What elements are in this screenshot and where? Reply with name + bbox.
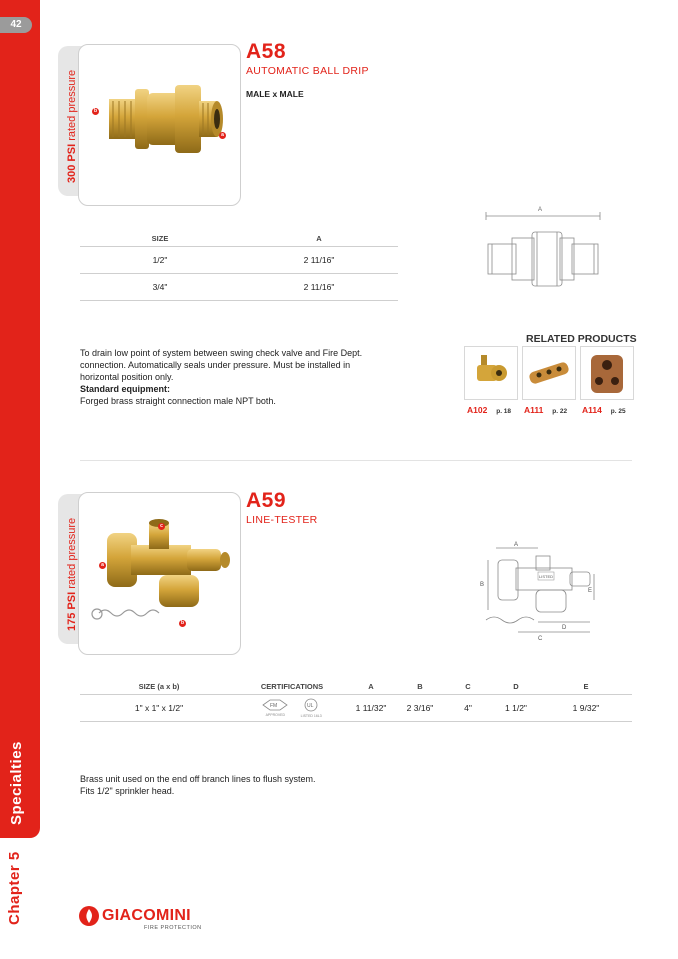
table-row: 1" x 1" x 1/2" FM APPROVED UL LISTED 16L3 1 11/32" 2 3/16" 4" 1 1/2" 1 9/32"	[80, 694, 632, 721]
col-size: SIZE (a x b)	[80, 682, 238, 694]
technical-drawing-a59	[478, 540, 608, 640]
col-e: E	[540, 682, 632, 694]
col-a: A	[240, 234, 398, 246]
ul-listed-logo: UL LISTED 16L3	[301, 698, 322, 718]
drawing-label-e: E	[588, 588, 593, 594]
related-products-title: RELATED PRODUCTS	[526, 333, 637, 345]
marker-b-a58: b	[93, 108, 98, 114]
flame-icon	[78, 905, 100, 927]
product-name-a58: AUTOMATIC BALL DRIP	[246, 65, 369, 77]
related-item-a111-image[interactable]	[522, 346, 576, 400]
drawing-listed-text: LISTED	[539, 574, 554, 579]
description-a58: To drain low point of system between swing check valve and Fire Dept. connection. Automatically seals under pressure. Must be installed in horizontal position only. Standard equipment: Forged brass straight connection male NPT both.	[80, 347, 390, 407]
related-item-a102-label[interactable]: A102 p. 18	[467, 405, 512, 415]
connection-type-a58: MALE x MALE	[246, 89, 304, 99]
col-a: A	[346, 682, 396, 694]
size-table-a58	[80, 234, 398, 301]
related-item-a114-label[interactable]: A114 p. 25	[582, 405, 626, 415]
drawing-label-c: C	[538, 636, 543, 640]
related-item-a111-label[interactable]: A111 p. 22	[524, 405, 568, 415]
product-photo-a59	[79, 493, 240, 654]
description-a59: Brass unit used on the end off branch lines to flush system. Fits 1/2" sprinkler head.	[80, 774, 316, 796]
product-image-frame-a59	[78, 492, 241, 655]
col-size: SIZE	[80, 234, 240, 246]
brand-tagline: FIRE PROTECTION	[144, 925, 202, 931]
product-code-a59: A59	[246, 489, 287, 512]
col-c: C	[444, 682, 492, 694]
marker-b-a59: b	[180, 620, 185, 626]
col-b: B	[396, 682, 444, 694]
product-image-frame-a58	[78, 44, 241, 206]
svg-text:FM: FM	[270, 702, 278, 709]
certification-logos	[238, 694, 346, 721]
svg-text:UL: UL	[307, 702, 314, 709]
related-item-a102-image[interactable]	[464, 346, 518, 400]
pressure-label-a58: 300 PSI rated pressure	[66, 69, 78, 183]
page-number: 42	[0, 17, 32, 33]
section-divider	[80, 460, 632, 461]
product-code-a58: A58	[246, 40, 287, 63]
table-row: 3/4" 2 11/16"	[80, 273, 398, 300]
equipment-text: Forged brass straight connection male NPT both.	[80, 396, 276, 406]
drawing-label-b: B	[480, 582, 485, 588]
col-certifications: CERTIFICATIONS	[238, 682, 346, 694]
product-photo-a58	[79, 45, 240, 205]
chapter-sidebar	[0, 0, 40, 959]
chapter-label: Chapter 5	[6, 851, 23, 925]
section-label: Specialties	[8, 741, 25, 825]
marker-a-a58: a	[219, 132, 226, 139]
pressure-label-a59: 175 PSI rated pressure	[66, 517, 78, 631]
marker-a-a59: a	[99, 562, 106, 569]
brand-name: GIACOMINI	[102, 907, 191, 924]
drawing-label-a: A	[538, 207, 543, 213]
related-item-a114-image[interactable]	[580, 346, 634, 400]
col-d: D	[492, 682, 540, 694]
product-name-a59: LINE-TESTER	[246, 514, 318, 526]
table-row: 1/2" 2 11/16"	[80, 246, 398, 273]
equipment-title: Standard equipment:	[80, 384, 171, 394]
size-table-a59	[80, 682, 632, 722]
drawing-label-d: D	[562, 625, 567, 631]
drawing-label-a: A	[514, 542, 519, 548]
marker-c-a59: c	[158, 523, 165, 530]
fm-approved-logo: FM APPROVED	[262, 699, 288, 717]
technical-drawing-a58	[482, 202, 618, 320]
chapter-color-bar	[0, 0, 40, 838]
